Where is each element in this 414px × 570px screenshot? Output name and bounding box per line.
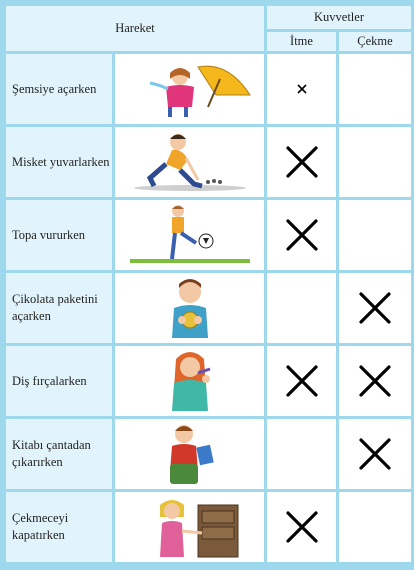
boy-opening-chocolate-illustration xyxy=(115,273,264,343)
cross-mark-icon xyxy=(339,290,411,326)
girl-opening-umbrella-illustration xyxy=(115,54,264,124)
cekme-cell xyxy=(339,127,411,197)
girl-closing-drawer-illustration xyxy=(115,492,264,562)
row-label: Şemsiye açarken xyxy=(6,54,112,124)
girl-brushing-teeth-illustration xyxy=(115,346,264,416)
cekme-cell xyxy=(339,419,411,489)
row-label: Topa vururken xyxy=(6,200,112,270)
header-kuvvetler: Kuvvetler xyxy=(267,6,411,29)
cross-mark-icon xyxy=(267,217,336,253)
cekme-cell xyxy=(339,54,411,124)
table-row xyxy=(6,200,411,270)
boy-taking-book-from-bag-illustration xyxy=(115,419,264,489)
cekme-cell xyxy=(339,492,411,562)
row-label: Diş fırçalarken xyxy=(6,346,112,416)
itme-cell xyxy=(267,346,336,416)
itme-cell xyxy=(267,200,336,270)
cekme-cell xyxy=(339,273,411,343)
table-row xyxy=(6,492,411,562)
table-row xyxy=(6,127,411,197)
itme-cell xyxy=(267,127,336,197)
row-label: Çekmeceyi kapatırken xyxy=(6,492,112,562)
row-label: Çikolata paketini açarken xyxy=(6,273,112,343)
small-cross-mark-icon xyxy=(267,83,336,95)
table-row xyxy=(6,346,411,416)
row-label: Misket yuvarlarken xyxy=(6,127,112,197)
table-row xyxy=(6,419,411,489)
itme-cell xyxy=(267,492,336,562)
cekme-cell xyxy=(339,346,411,416)
header-cekme: Çekme xyxy=(339,32,411,51)
boy-rolling-marbles-illustration xyxy=(115,127,264,197)
boy-kicking-ball-illustration xyxy=(115,200,264,270)
table-row xyxy=(6,54,411,124)
force-table xyxy=(3,3,414,565)
cross-mark-icon xyxy=(267,363,336,399)
header-hareket: Hareket xyxy=(6,6,264,51)
itme-cell xyxy=(267,273,336,343)
cross-mark-icon xyxy=(267,509,336,545)
itme-cell xyxy=(267,419,336,489)
table-row xyxy=(6,273,411,343)
cekme-cell xyxy=(339,200,411,270)
cross-mark-icon xyxy=(267,144,336,180)
itme-cell xyxy=(267,54,336,124)
header-itme: İtme xyxy=(267,32,336,51)
cross-mark-icon xyxy=(339,436,411,472)
cross-mark-icon xyxy=(339,363,411,399)
row-label: Kitabı çantadan çıkarırken xyxy=(6,419,112,489)
